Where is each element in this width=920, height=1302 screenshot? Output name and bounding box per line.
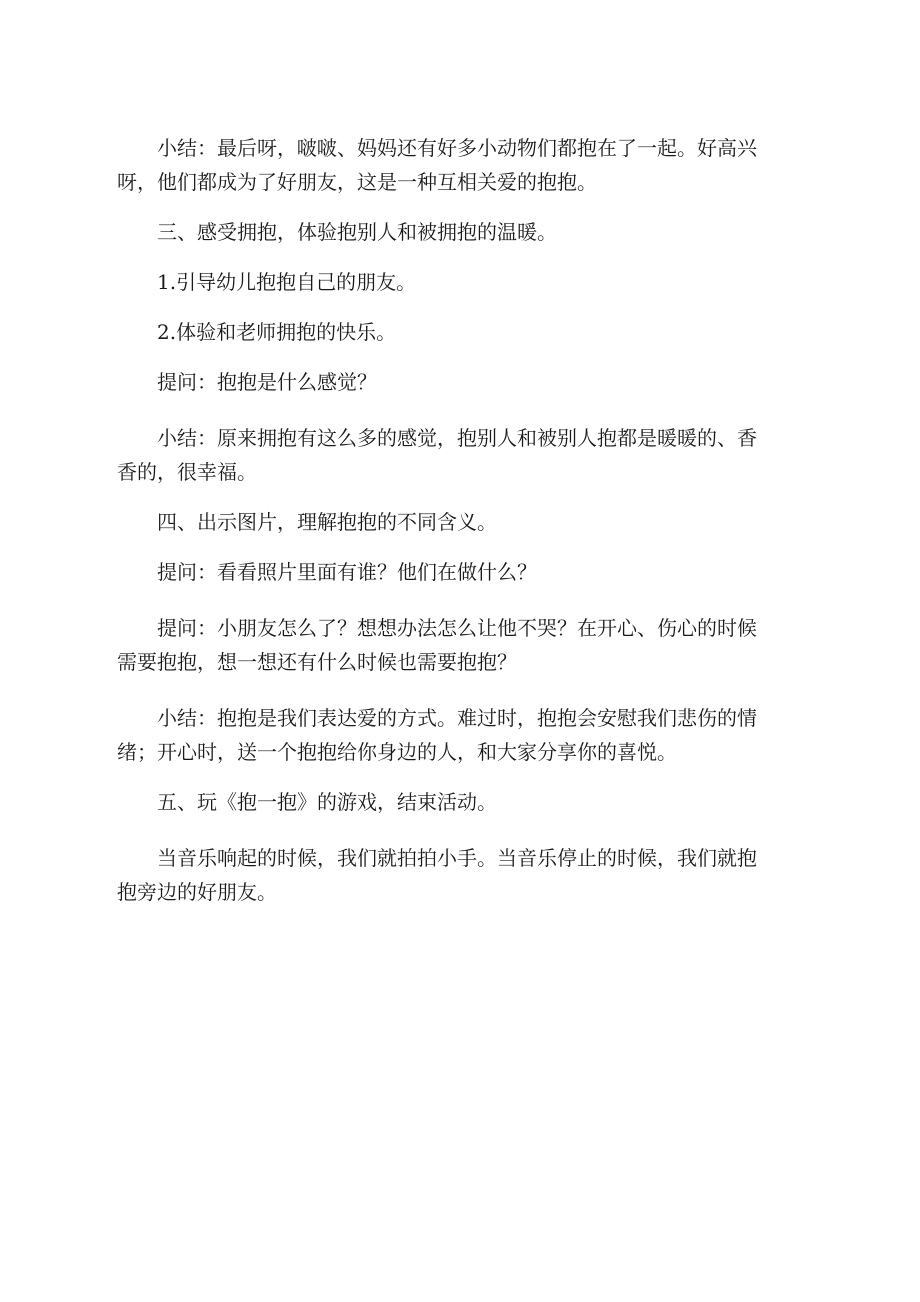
paragraph-game-rules: 当音乐响起的时候，我们就拍拍小手。当音乐停止的时候，我们就抱抱旁边的好朋友。 (117, 846, 757, 904)
heading-section-four: 四、出示图片，理解抱抱的不同含义。 (157, 510, 497, 534)
paragraph-summary-feelings: 小结：原来拥抱有这么多的感觉，抱别人和被别人抱都是暖暖的、香香的，很幸福。 (117, 426, 757, 484)
list-item-one: 1.引导幼儿抱抱自己的朋友。 (157, 270, 417, 294)
paragraph-summary-love: 小结：抱抱是我们表达爱的方式。难过时，抱抱会安慰我们悲伤的情绪；开心时，送一个抱抱给你身边的人，和大家分享你的喜悦。 (117, 706, 757, 764)
paragraph-question-crying: 提问：小朋友怎么了？想想办法怎么让他不哭？在开心、伤心的时候需要抱抱，想一想还有什么时候也需要抱抱？ (117, 616, 757, 674)
paragraph-summary-hug-together: 小结：最后呀，啵啵、妈妈还有好多小动物们都抱在了一起。好高兴呀，他们都成为了好朋友，这是一种互相关爱的抱抱。 (117, 136, 757, 194)
heading-section-three: 三、感受拥抱，体验抱别人和被拥抱的温暖。 (157, 220, 557, 244)
paragraph-question-photo: 提问：看看照片里面有谁？他们在做什么？ (157, 560, 537, 584)
heading-section-five: 五、玩《抱一抱》的游戏，结束活动。 (157, 790, 497, 814)
list-item-two: 2.体验和老师拥抱的快乐。 (157, 320, 397, 344)
paragraph-question-feeling: 提问：抱抱是什么感觉？ (157, 370, 377, 394)
